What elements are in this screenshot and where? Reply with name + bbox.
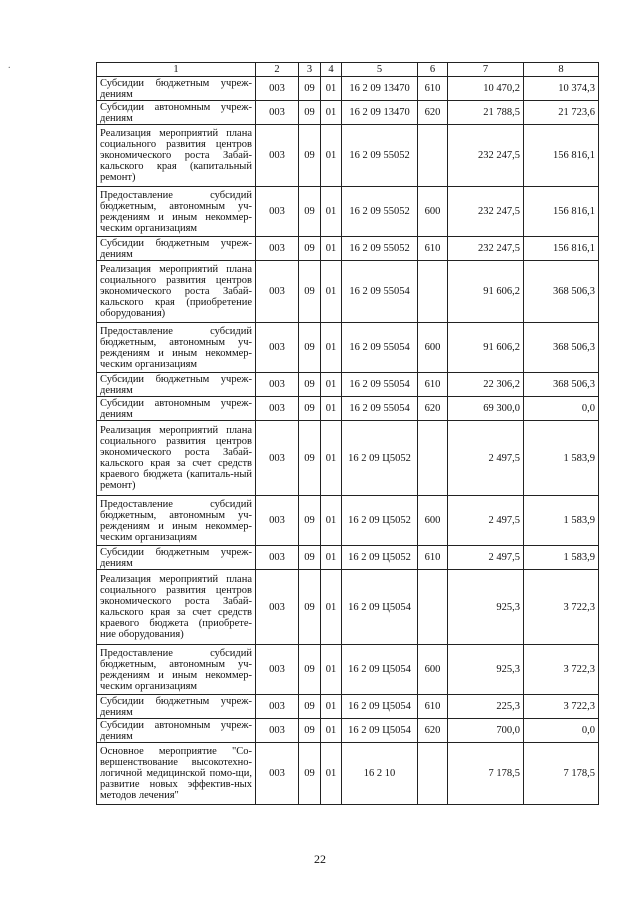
- table-row: [97, 695, 599, 719]
- row-name: Субсидии бюджетным учреж-дениям: [97, 695, 256, 719]
- row-name: Предоставление субсидий бюджетным, автономным уч-реждениям и иным некоммер-ческим организациям: [97, 496, 256, 546]
- row-code-section: 09: [299, 496, 321, 546]
- row-amount-7: 91 606,2: [448, 323, 524, 373]
- row-code-admin: 003: [256, 421, 299, 496]
- row-amount-7: 7 178,5: [448, 743, 524, 805]
- row-code-subsection: 01: [321, 323, 342, 373]
- table-row: [97, 496, 599, 546]
- row-code-expense-type: 600: [418, 645, 448, 695]
- row-code-target: 16 2 09 13470: [342, 101, 418, 125]
- row-code-admin: 003: [256, 187, 299, 237]
- table-row: [97, 546, 599, 570]
- row-code-expense-type: 600: [418, 496, 448, 546]
- row-code-target: 16 2 09 55054: [342, 261, 418, 323]
- table-row: [97, 187, 599, 237]
- row-code-subsection: 01: [321, 125, 342, 187]
- row-amount-7: 21 788,5: [448, 101, 524, 125]
- row-code-admin: 003: [256, 570, 299, 645]
- row-code-subsection: 01: [321, 421, 342, 496]
- row-code-subsection: 01: [321, 645, 342, 695]
- table-row: [97, 719, 599, 743]
- row-amount-8: 156 816,1: [524, 237, 599, 261]
- row-code-section: 09: [299, 743, 321, 805]
- row-code-expense-type: [418, 421, 448, 496]
- row-code-subsection: 01: [321, 496, 342, 546]
- row-code-expense-type: [418, 261, 448, 323]
- row-code-admin: 003: [256, 397, 299, 421]
- row-code-expense-type: 610: [418, 237, 448, 261]
- row-amount-7: 69 300,0: [448, 397, 524, 421]
- header-cell: 6: [418, 63, 448, 77]
- row-code-target: 16 2 09 55054: [342, 373, 418, 397]
- header-cell: 5: [342, 63, 418, 77]
- row-code-admin: 003: [256, 77, 299, 101]
- row-code-target: 16 2 09 55054: [342, 397, 418, 421]
- row-code-target: 16 2 09 Ц5054: [342, 719, 418, 743]
- row-code-target: 16 2 09 Ц5054: [342, 695, 418, 719]
- row-amount-8: 0,0: [524, 719, 599, 743]
- row-code-section: 09: [299, 570, 321, 645]
- table-row: [97, 101, 599, 125]
- row-code-subsection: 01: [321, 373, 342, 397]
- row-amount-8: 21 723,6: [524, 101, 599, 125]
- row-code-admin: 003: [256, 237, 299, 261]
- row-amount-7: 232 247,5: [448, 237, 524, 261]
- row-name: Субсидии бюджетным учреж-дениям: [97, 77, 256, 101]
- table-row: [97, 570, 599, 645]
- header-cell: 4: [321, 63, 342, 77]
- row-amount-7: 225,3: [448, 695, 524, 719]
- row-code-target: 16 2 10: [342, 743, 418, 805]
- header-cell: 1: [97, 63, 256, 77]
- row-code-subsection: 01: [321, 743, 342, 805]
- row-code-target: 16 2 09 Ц5052: [342, 546, 418, 570]
- row-code-section: 09: [299, 421, 321, 496]
- row-code-section: 09: [299, 373, 321, 397]
- header-cell: 2: [256, 63, 299, 77]
- header-cell: 3: [299, 63, 321, 77]
- row-code-section: 09: [299, 125, 321, 187]
- row-name: Субсидии автономным учреж-дениям: [97, 101, 256, 125]
- row-name: Реализация мероприятий плана социального развития центров экономического роста Забай-кальского края (капитальный ремонт): [97, 125, 256, 187]
- row-amount-7: 22 306,2: [448, 373, 524, 397]
- row-amount-8: 3 722,3: [524, 695, 599, 719]
- row-code-expense-type: 610: [418, 77, 448, 101]
- row-code-target: 16 2 09 13470: [342, 77, 418, 101]
- row-code-admin: 003: [256, 719, 299, 743]
- row-code-section: 09: [299, 695, 321, 719]
- row-code-subsection: 01: [321, 261, 342, 323]
- table-row: [97, 397, 599, 421]
- row-code-admin: 003: [256, 323, 299, 373]
- row-code-target: 16 2 09 55054: [342, 323, 418, 373]
- row-code-expense-type: 620: [418, 101, 448, 125]
- row-code-target: 16 2 09 Ц5054: [342, 570, 418, 645]
- row-amount-7: 925,3: [448, 645, 524, 695]
- row-code-section: 09: [299, 323, 321, 373]
- row-amount-7: 925,3: [448, 570, 524, 645]
- row-code-section: 09: [299, 397, 321, 421]
- row-code-expense-type: [418, 743, 448, 805]
- row-code-subsection: 01: [321, 546, 342, 570]
- row-amount-8: 0,0: [524, 397, 599, 421]
- row-code-expense-type: 610: [418, 695, 448, 719]
- row-code-expense-type: [418, 125, 448, 187]
- row-amount-8: 1 583,9: [524, 421, 599, 496]
- table-row: [97, 743, 599, 805]
- row-code-section: 09: [299, 546, 321, 570]
- row-code-section: 09: [299, 101, 321, 125]
- row-code-subsection: 01: [321, 187, 342, 237]
- table-row: [97, 261, 599, 323]
- row-code-admin: 003: [256, 546, 299, 570]
- row-name: Субсидии автономным учреж-дениям: [97, 397, 256, 421]
- row-code-expense-type: 620: [418, 719, 448, 743]
- row-name: Реализация мероприятий плана социального развития центров экономического роста Забай-кальского края за счет средств краевого бюджета (приобрете-ние оборудования): [97, 570, 256, 645]
- row-amount-7: 232 247,5: [448, 125, 524, 187]
- row-amount-8: 3 722,3: [524, 645, 599, 695]
- table-row: [97, 77, 599, 101]
- row-code-admin: 003: [256, 695, 299, 719]
- row-code-subsection: 01: [321, 695, 342, 719]
- row-code-section: 09: [299, 77, 321, 101]
- row-code-subsection: 01: [321, 719, 342, 743]
- row-code-section: 09: [299, 187, 321, 237]
- row-amount-7: 10 470,2: [448, 77, 524, 101]
- row-code-target: 16 2 09 Ц5052: [342, 421, 418, 496]
- row-code-section: 09: [299, 645, 321, 695]
- row-code-expense-type: [418, 570, 448, 645]
- row-amount-7: 2 497,5: [448, 496, 524, 546]
- row-name: Субсидии бюджетным учреж-дениям: [97, 237, 256, 261]
- row-amount-8: 368 506,3: [524, 323, 599, 373]
- row-amount-8: 156 816,1: [524, 125, 599, 187]
- row-code-section: 09: [299, 237, 321, 261]
- table-row: [97, 373, 599, 397]
- row-code-target: 16 2 09 55052: [342, 187, 418, 237]
- row-code-expense-type: 600: [418, 323, 448, 373]
- header-cell: 8: [524, 63, 599, 77]
- row-amount-7: 232 247,5: [448, 187, 524, 237]
- row-name: Реализация мероприятий плана социального развития центров экономического роста Забай-кальского края (приобретение оборудования): [97, 261, 256, 323]
- row-code-target: 16 2 09 Ц5054: [342, 645, 418, 695]
- row-name: Предоставление субсидий бюджетным, автономным уч-реждениям и иным некоммер-ческим организациям: [97, 187, 256, 237]
- page-number: 22: [314, 852, 326, 866]
- row-code-section: 09: [299, 261, 321, 323]
- row-code-subsection: 01: [321, 237, 342, 261]
- row-code-target: 16 2 09 55052: [342, 237, 418, 261]
- row-code-subsection: 01: [321, 570, 342, 645]
- table-row: [97, 323, 599, 373]
- row-code-target: 16 2 09 Ц5052: [342, 496, 418, 546]
- row-code-admin: 003: [256, 645, 299, 695]
- header-row: [97, 63, 599, 77]
- row-code-subsection: 01: [321, 101, 342, 125]
- table-row: [97, 237, 599, 261]
- row-code-section: 09: [299, 719, 321, 743]
- row-amount-7: 2 497,5: [448, 546, 524, 570]
- row-name: Основное мероприятие "Со-вершенствование высокотехно-логичной медицинской помо-щи, развитие новых эффектив-ных методов лечения": [97, 743, 256, 805]
- row-amount-8: 368 506,3: [524, 261, 599, 323]
- row-name: Субсидии бюджетным учреж-дениям: [97, 373, 256, 397]
- row-name: Субсидии автономным учреж-дениям: [97, 719, 256, 743]
- row-code-expense-type: 610: [418, 546, 448, 570]
- table-row: [97, 645, 599, 695]
- row-name: Предоставление субсидий бюджетным, автономным уч-реждениям и иным некоммер-ческим организациям: [97, 645, 256, 695]
- row-code-target: 16 2 09 55052: [342, 125, 418, 187]
- row-name: Субсидии бюджетным учреж-дениям: [97, 546, 256, 570]
- row-amount-8: 1 583,9: [524, 496, 599, 546]
- header-cell: 7: [448, 63, 524, 77]
- budget-table: [96, 62, 599, 805]
- table-body: [97, 77, 599, 805]
- row-name: Предоставление субсидий бюджетным, автономным уч-реждениям и иным некоммер-ческим организациям: [97, 323, 256, 373]
- row-code-admin: 003: [256, 261, 299, 323]
- row-amount-8: 3 722,3: [524, 570, 599, 645]
- row-code-expense-type: 600: [418, 187, 448, 237]
- row-amount-8: 7 178,5: [524, 743, 599, 805]
- row-code-expense-type: 610: [418, 373, 448, 397]
- row-code-subsection: 01: [321, 397, 342, 421]
- row-name: Реализация мероприятий плана социального развития центров экономического роста Забай-кальского края за счет средств краевого бюджета (капиталь-ный ремонт): [97, 421, 256, 496]
- row-amount-8: 1 583,9: [524, 546, 599, 570]
- row-amount-7: 91 606,2: [448, 261, 524, 323]
- row-code-admin: 003: [256, 125, 299, 187]
- table-row: [97, 125, 599, 187]
- row-amount-8: 10 374,3: [524, 77, 599, 101]
- row-amount-7: 700,0: [448, 719, 524, 743]
- row-amount-8: 368 506,3: [524, 373, 599, 397]
- row-code-expense-type: 620: [418, 397, 448, 421]
- row-code-admin: 003: [256, 743, 299, 805]
- row-code-admin: 003: [256, 496, 299, 546]
- row-amount-7: 2 497,5: [448, 421, 524, 496]
- table-row: [97, 421, 599, 496]
- row-code-subsection: 01: [321, 77, 342, 101]
- row-amount-8: 156 816,1: [524, 187, 599, 237]
- row-code-admin: 003: [256, 101, 299, 125]
- scan-mark: .: [8, 60, 11, 71]
- row-code-admin: 003: [256, 373, 299, 397]
